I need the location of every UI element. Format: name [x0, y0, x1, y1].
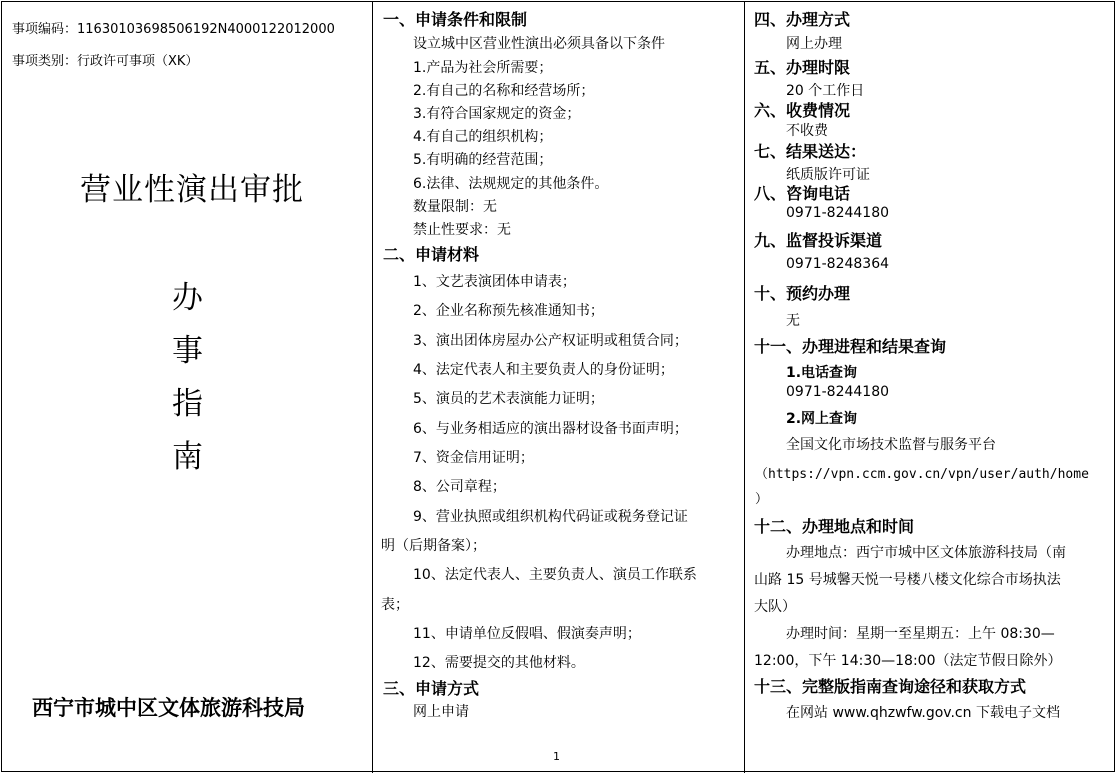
hours-line-1: 办理时间：星期一至星期五：上午 08:30— — [786, 626, 1055, 642]
material-line: 9、营业执照或组织机构代码证或税务登记证 — [413, 509, 688, 525]
condition-intro: 设立城中区营业性演出必须具备以下条件 — [413, 36, 665, 52]
material-line: 7、资金信用证明； — [413, 450, 534, 466]
condition-line: 4.有自己的组织机构； — [413, 129, 553, 145]
vertical-char-1: 办 — [172, 280, 203, 316]
vertical-char-4: 南 — [172, 439, 203, 475]
page-number: 1 — [553, 750, 560, 763]
application-method: 网上申请 — [413, 704, 469, 720]
address-line-3: 大队） — [754, 599, 796, 615]
section-6-heading: 六、收费情况 — [754, 101, 851, 120]
section-4-heading: 四、办理方式 — [754, 10, 851, 29]
material-line: 1、文艺表演团体申请表； — [413, 274, 576, 290]
section-1-heading: 一、申请条件和限制 — [383, 10, 528, 29]
requirements-column — [373, 0, 744, 775]
material-line: 3、演出团体房屋办公产权证明或租赁合同； — [413, 333, 688, 349]
material-line: 6、与业务相适应的演出器材设备书面声明； — [413, 421, 688, 437]
material-line-cont: 表； — [381, 597, 409, 613]
item-code: 事项编码：11630103698506192N4000122012000 — [12, 22, 335, 37]
guide-title: 营业性演出审批 — [80, 172, 304, 208]
handling-method: 网上办理 — [786, 36, 842, 52]
material-line: 4、法定代表人和主要负责人的身份证明； — [413, 362, 674, 378]
consult-phone: 0971-8244180 — [786, 205, 890, 221]
online-query-label: 2.网上查询 — [786, 411, 858, 427]
material-line: 2、企业名称预先核准通知书； — [413, 303, 604, 319]
section-3-heading: 三、申请方式 — [383, 679, 480, 698]
vertical-char-2: 事 — [172, 333, 203, 369]
material-line: 8、公司章程； — [413, 479, 506, 495]
condition-line: 6.法律、法规规定的其他条件。 — [413, 176, 609, 192]
item-category: 事项类别：行政许可事项（XK） — [12, 54, 199, 69]
section-7-heading: 七、结果送达： — [754, 142, 867, 161]
query-phone: 0971-8244180 — [786, 384, 890, 400]
hours-line-2: 12:00，下午 14:30—18:00（法定节假日除外） — [754, 653, 1062, 669]
download-info: 在网站 www.qhzwfw.gov.cn 下载电子文档 — [786, 705, 1060, 721]
result-delivery: 纸质版许可证 — [786, 167, 870, 183]
section-2-heading: 二、申请材料 — [383, 245, 480, 264]
condition-line: 5.有明确的经营范围； — [413, 152, 553, 168]
material-line: 5、演员的艺术表演能力证明； — [413, 391, 604, 407]
platform-name: 全国文化市场技术监督与服务平台 — [786, 437, 996, 453]
section-9-heading: 九、监督投诉渠道 — [754, 231, 883, 250]
section-12-heading: 十二、办理地点和时间 — [754, 517, 915, 536]
address-line-2: 山路 15 号城馨天悦一号楼八楼文化综合市场执法 — [754, 572, 1061, 588]
condition-line: 2.有自己的名称和经营场所； — [413, 83, 595, 99]
section-10-heading: 十、预约办理 — [754, 284, 851, 303]
phone-query-label: 1.电话查询 — [786, 365, 858, 381]
material-line: 10、法定代表人、主要负责人、演员工作联系 — [413, 567, 697, 583]
prohibition: 禁止性要求：无 — [413, 222, 511, 238]
organization-name: 西宁市城中区文体旅游科技局 — [32, 696, 305, 720]
address-line-1: 办理地点：西宁市城中区文体旅游科技局（南 — [786, 545, 1066, 561]
process-column — [745, 0, 1115, 775]
time-limit: 20 个工作日 — [786, 83, 865, 99]
material-line: 11、申请单位反假唱、假演奏声明； — [413, 626, 641, 642]
quantity-limit: 数量限制：无 — [413, 199, 497, 215]
platform-url: （https://vpn.ccm.gov.cn/vpn/user/auth/home — [755, 467, 1089, 482]
platform-url-end: ） — [755, 492, 769, 507]
section-8-heading: 八、咨询电话 — [754, 184, 851, 203]
section-5-heading: 五、办理时限 — [754, 58, 851, 77]
condition-line: 3.有符合国家规定的资金； — [413, 106, 581, 122]
section-11-heading: 十一、办理进程和结果查询 — [754, 337, 947, 356]
cover-column — [0, 0, 372, 775]
material-line: 12、需要提交的其他材料。 — [413, 655, 585, 671]
fee-info: 不收费 — [786, 123, 828, 139]
vertical-char-3: 指 — [172, 386, 203, 422]
appointment-info: 无 — [786, 313, 800, 329]
condition-line: 1.产品为社会所需要； — [413, 60, 553, 76]
complaint-phone: 0971-8248364 — [786, 256, 890, 272]
section-13-heading: 十三、完整版指南查询途径和获取方式 — [754, 677, 1027, 696]
material-line-cont: 明（后期备案）； — [381, 538, 486, 554]
